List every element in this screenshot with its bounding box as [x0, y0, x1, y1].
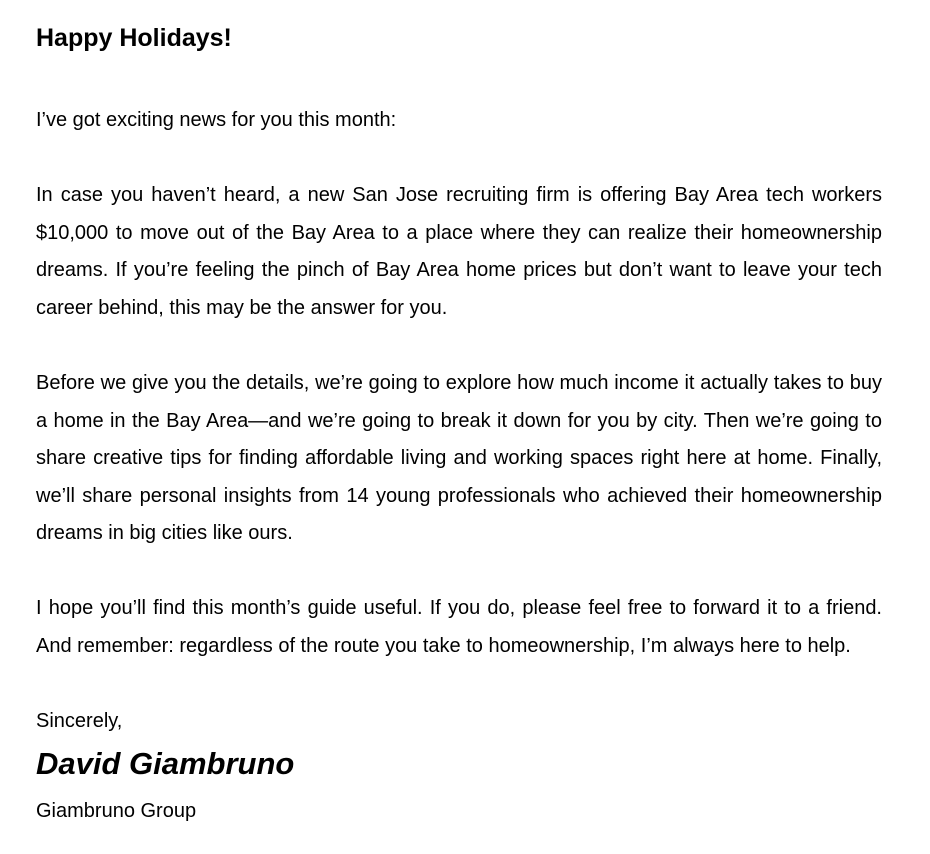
closing-salutation: Sincerely,: [36, 710, 123, 732]
intro-paragraph: I’ve got exciting news for you this month:: [36, 109, 397, 131]
greeting-heading: Happy Holidays!: [36, 24, 232, 52]
paragraph-closing-note: I hope you’ll find this month’s guide useful. If you do, please feel free to forward it to a friend. And remember: regardless of the route you take to homeownership, I’m always here to help.: [36, 597, 882, 657]
paragraph-guide-overview: Before we give you the details, we’re going to explore how much income it actually takes to buy a home in the Bay Area—and we’re going to break it down for you by city. Then we’re going to share creative tips for finding affordable living and working spaces right here at home. Finally, we’ll share personal insights from 14 young professionals who achieved their homeownership dreams in big cities like ours.: [36, 372, 882, 545]
signature-name: David Giambruno: [36, 746, 295, 781]
company-name: Giambruno Group: [36, 800, 197, 822]
paragraph-relocation-offer: In case you haven’t heard, a new San Jose recruiting firm is offering Bay Area tech workers $10,000 to move out of the Bay Area to a place where they can realize their homeownership dreams. If you’re feeling the pinch of Bay Area home prices but don’t want to leave your tech career behind, this may be the answer for you.: [36, 184, 882, 319]
